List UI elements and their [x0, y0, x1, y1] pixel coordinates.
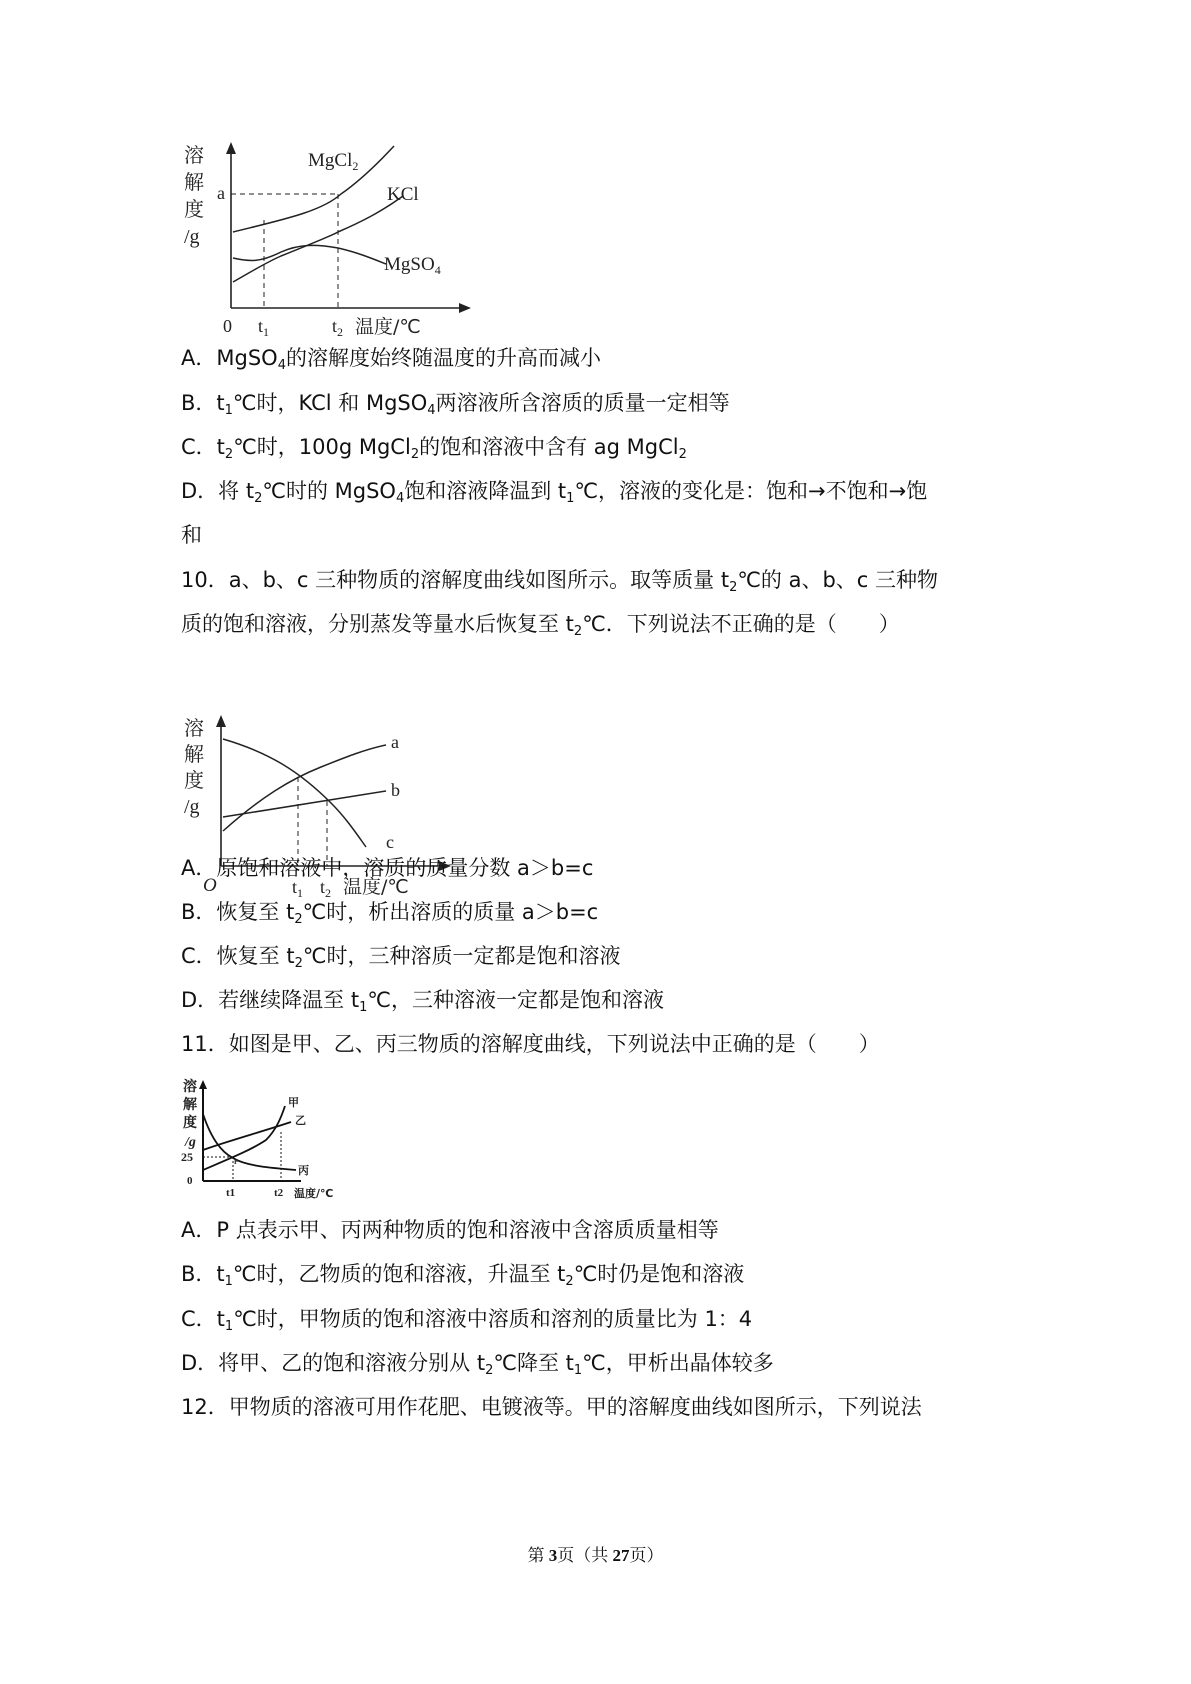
fig3-curve-yi — [203, 1122, 291, 1150]
q11-option-c: C．$t_1℃$时，甲物质的饱和溶液中溶质和溶剂的质量比为 1：4 — [181, 1307, 753, 1334]
fig1-ylabel-unit: /g — [184, 226, 200, 248]
fig2-label-b: b — [391, 780, 400, 800]
page-total: 27 — [612, 1546, 630, 1565]
fig3-curve-jia — [203, 1106, 285, 1170]
q9-option-a: A．MgSO$_4$的溶解度始终随温度的升高而减小 — [181, 346, 601, 373]
fig2-label-a: a — [391, 732, 399, 752]
fig2-label-c: c — [386, 832, 394, 852]
fig2-x-label: 温度/℃ — [343, 876, 409, 898]
solubility-figure-3 — [181, 1078, 381, 1218]
q12-stem: 12．甲物质的溶液可用作花肥、电镀液等。甲的溶解度曲线如图所示，下列说法 — [181, 1395, 922, 1419]
fig1-a-label: a — [217, 183, 225, 203]
fig3-y-tick-25: 25 — [181, 1150, 193, 1164]
fig2-y-label — [184, 716, 204, 818]
fig2-ylabel-char: 解 — [184, 742, 204, 766]
fig2-ylabel-char: 度 — [184, 768, 204, 792]
fig1-curve-kcl — [233, 196, 403, 282]
fig3-ylabel-char: 溶 — [183, 1079, 197, 1095]
fig3-point-p: P — [234, 1158, 239, 1166]
fig1-ylabel-char: 度 — [184, 197, 204, 221]
fig3-ylabel-char: 度 — [183, 1115, 197, 1131]
solubility-figure-2 — [181, 713, 461, 913]
page-number: 3 — [548, 1546, 558, 1565]
fig2-curve-a — [223, 745, 386, 831]
fig3-curve-bing — [203, 1114, 296, 1170]
q10-option-d: D．若继续降温至 $t_1℃$，三种溶液一定都是饱和溶液 — [181, 988, 664, 1015]
fig2-tick-t2: $t_2$ — [320, 877, 332, 900]
fig2-tick-t1: $t_1$ — [292, 877, 304, 900]
fig2-y-arrow — [216, 715, 226, 727]
q11-option-a: A．P 点表示甲、丙两种物质的饱和溶液中含溶质质量相等 — [181, 1218, 719, 1242]
q9-option-d-continued: 和 — [181, 523, 202, 547]
fig3-tick-t1: t1 — [226, 1187, 236, 1199]
fig3-label-yi: 乙 — [295, 1114, 306, 1127]
solubility-figure-1 — [181, 140, 481, 360]
q10-option-c: C．恢复至 $t_2℃$时，三种溶质一定都是饱和溶液 — [181, 944, 621, 971]
fig3-ylabel-char: 解 — [183, 1097, 197, 1113]
fig1-label-mgcl2: MgCl$_2$ — [308, 150, 359, 173]
q10-stem-line-1: 10．a、b、c 三种物质的溶解度曲线如图所示。取等质量 $t_2℃$的 a、b、c 三种物 — [181, 568, 939, 595]
fig1-y-label — [184, 143, 204, 248]
fig2-curve-b — [223, 791, 386, 817]
fig1-x-label: 温度/℃ — [355, 316, 421, 338]
fig3-origin: 0 — [187, 1175, 193, 1187]
q9-option-d: D．将 $t_2℃$时的 MgSO$_4$饱和溶液降温到 $t_1℃$，溶液的变化是：饱和→不饱和→饱 — [181, 479, 928, 506]
fig1-x-arrow — [459, 303, 471, 313]
fig2-curve-c — [223, 739, 366, 847]
q9-option-b: B．$t_1℃$时，KCl 和 MgSO$_4$两溶液所含溶质的质量一定相等 — [181, 391, 730, 418]
q11-option-b: B．$t_1℃$时，乙物质的饱和溶液，升温至 $t_2℃$时仍是饱和溶液 — [181, 1262, 745, 1289]
page-footer: 第 3页（共 27页） — [527, 1546, 664, 1565]
q11-stem: 11．如图是甲、乙、丙三物质的溶解度曲线，下列说法中正确的是（ ） — [181, 1032, 880, 1056]
fig3-x-label: 温度/℃ — [294, 1187, 334, 1200]
fig3-label-bing: 丙 — [298, 1164, 309, 1177]
q10-option-b: B．恢复至 $t_2℃$时，析出溶质的质量 a＞b=c — [181, 900, 599, 927]
fig2-ylabel-char: 溶 — [184, 716, 204, 740]
q10-stem-line-2: 质的饱和溶液，分别蒸发等量水后恢复至 $t_2℃$．下列说法不正确的是（ ） — [181, 612, 900, 639]
fig1-y-arrow — [226, 142, 236, 154]
q10-option-a: A．原饱和溶液中，溶质的质量分数 a＞b=c — [181, 856, 594, 880]
fig1-ylabel-char: 解 — [184, 170, 204, 194]
fig1-tick-t2: $t_2$ — [332, 316, 344, 339]
fig1-tick-t1: $t_1$ — [258, 316, 270, 339]
fig3-y-arrow — [199, 1080, 207, 1089]
fig3-label-jia: 甲 — [288, 1096, 299, 1109]
fig1-origin: 0 — [223, 316, 232, 336]
fig1-label-mgso4: MgSO$_4$ — [384, 254, 441, 277]
fig2-ylabel-unit: /g — [184, 796, 200, 818]
fig2-origin: O — [203, 875, 217, 896]
fig3-ylabel-unit: /g — [185, 1135, 196, 1150]
fig3-tick-t2: t2 — [274, 1187, 284, 1199]
q9-option-c: C．$t_2℃$时，100g MgCl$_2$的饱和溶液中含有 ag MgCl$_2$ — [181, 435, 687, 462]
fig1-curve-mgso4 — [233, 245, 386, 264]
q11-option-d: D．将甲、乙的饱和溶液分别从 $t_2℃$降至 $t_1℃$，甲析出晶体较多 — [181, 1351, 774, 1378]
fig1-ylabel-char: 溶 — [184, 143, 204, 167]
fig3-y-label — [183, 1078, 198, 1150]
fig1-label-kcl: KCl — [387, 184, 419, 205]
